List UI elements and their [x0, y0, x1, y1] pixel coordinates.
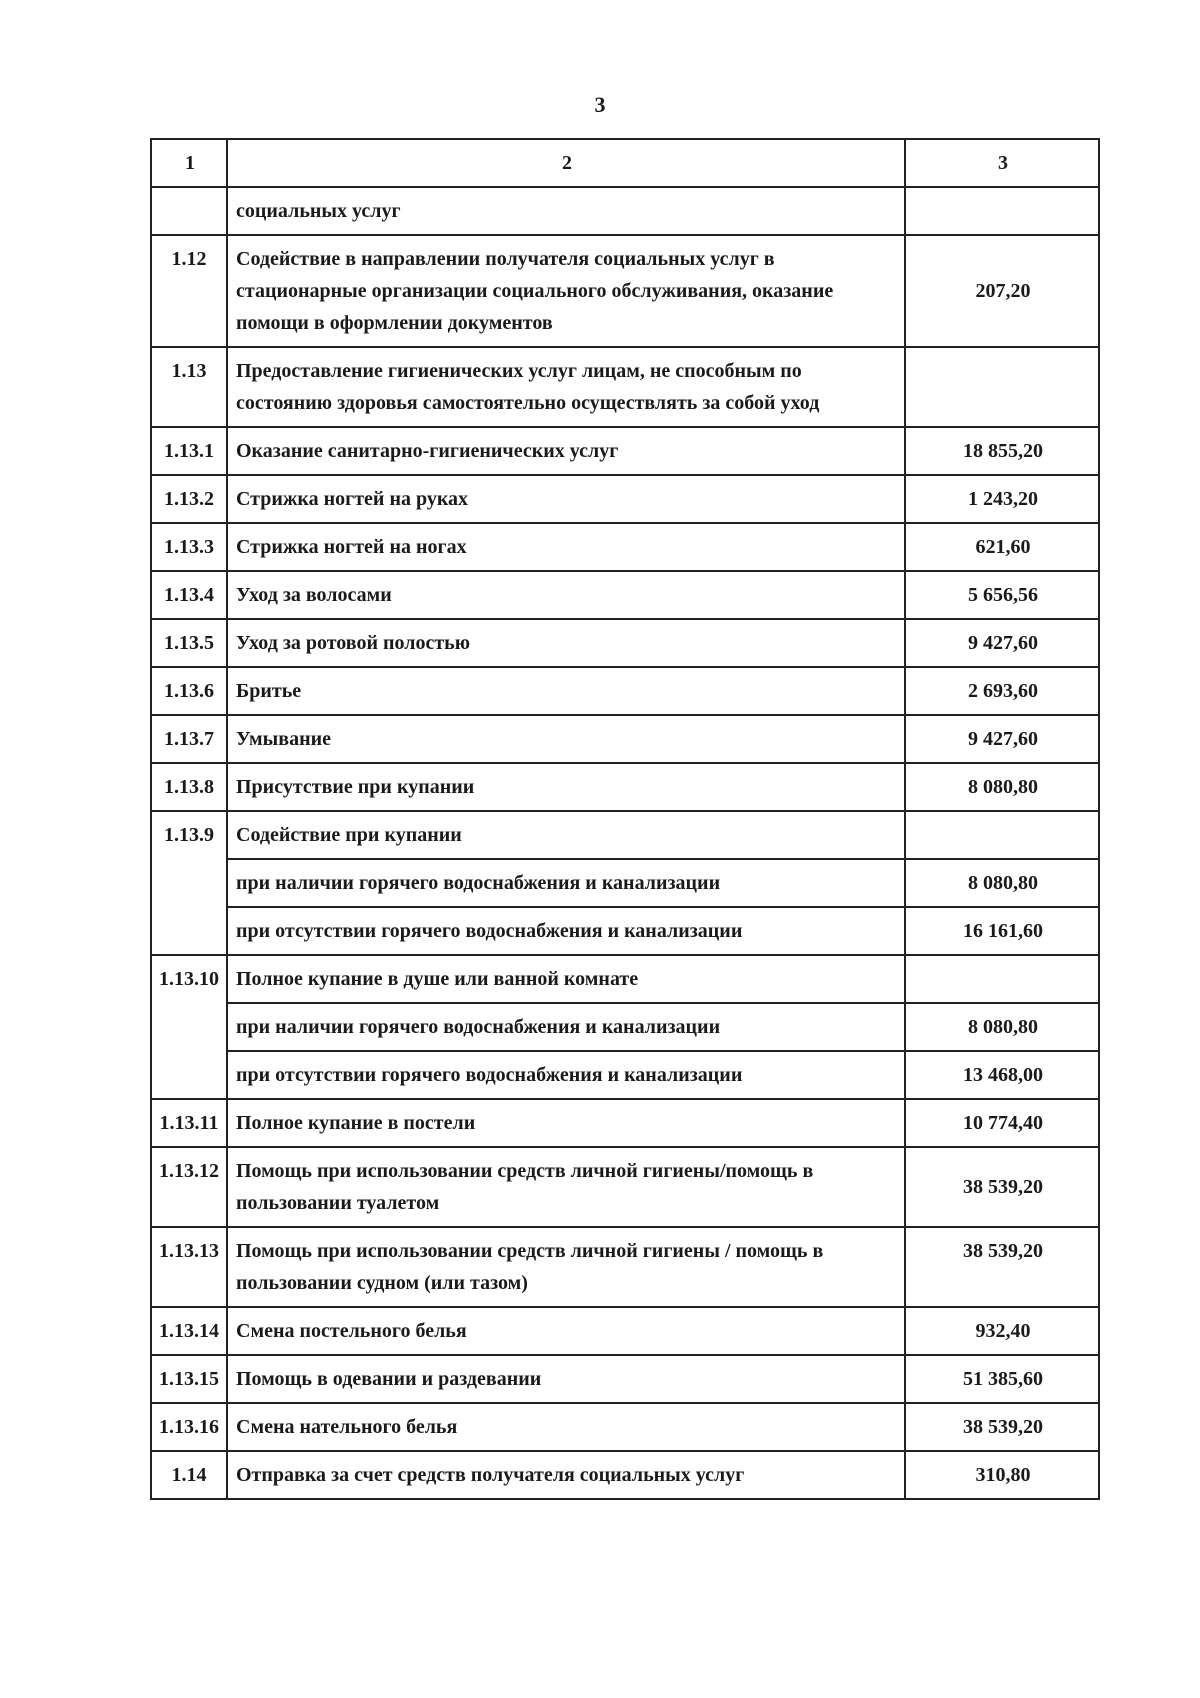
- row-number: 1.13.10: [151, 955, 227, 1099]
- row-price: 2 693,60: [905, 667, 1099, 715]
- row-price: 932,40: [905, 1307, 1099, 1355]
- row-price: 8 080,80: [905, 1003, 1099, 1051]
- row-price: 8 080,80: [905, 859, 1099, 907]
- row-number: 1.13.14: [151, 1307, 227, 1355]
- row-price: [905, 955, 1099, 1003]
- row-description: Содействие в направлении получателя социальных услуг в стационарные организации социального обслуживания, оказание помощи в оформлении документов: [227, 235, 905, 347]
- row-number: 1.13.5: [151, 619, 227, 667]
- row-number: 1.13.16: [151, 1403, 227, 1451]
- row-price: 9 427,60: [905, 619, 1099, 667]
- row-description: при отсутствии горячего водоснабжения и канализации: [227, 1051, 905, 1099]
- table-row: [151, 1451, 1099, 1499]
- row-number: 1.12: [151, 235, 227, 347]
- table-row: [151, 1307, 1099, 1355]
- row-description: Содействие при купании: [227, 811, 905, 859]
- row-price: 38 539,20: [905, 1227, 1099, 1307]
- row-number: 1.13.13: [151, 1227, 227, 1307]
- row-description: при наличии горячего водоснабжения и канализации: [227, 859, 905, 907]
- row-number: 1.13.8: [151, 763, 227, 811]
- row-price: 207,20: [905, 235, 1099, 347]
- row-number: 1.13.12: [151, 1147, 227, 1227]
- table-row: [151, 523, 1099, 571]
- table-row: [151, 715, 1099, 763]
- table-row: [151, 1355, 1099, 1403]
- table-row: [151, 427, 1099, 475]
- row-price: 9 427,60: [905, 715, 1099, 763]
- row-price: 13 468,00: [905, 1051, 1099, 1099]
- table-row: [151, 1227, 1099, 1307]
- row-number: [151, 187, 227, 235]
- row-number: 1.13.11: [151, 1099, 227, 1147]
- row-number: 1.13.6: [151, 667, 227, 715]
- row-number: 1.13.4: [151, 571, 227, 619]
- table-row: [151, 1051, 1099, 1099]
- table-row: [151, 667, 1099, 715]
- row-price: 5 656,56: [905, 571, 1099, 619]
- row-description: Смена нательного белья: [227, 1403, 905, 1451]
- row-price: 1 243,20: [905, 475, 1099, 523]
- row-price: 10 774,40: [905, 1099, 1099, 1147]
- row-description: Полное купание в постели: [227, 1099, 905, 1147]
- table-header-row: [151, 139, 1099, 187]
- table-row: [151, 907, 1099, 955]
- row-number: 1.13.9: [151, 811, 227, 955]
- table-row: [151, 763, 1099, 811]
- row-description: Стрижка ногтей на ногах: [227, 523, 905, 571]
- page-number: 3: [594, 92, 606, 117]
- table-row: [151, 475, 1099, 523]
- price-table: [150, 138, 1100, 1500]
- row-number: 1.13.2: [151, 475, 227, 523]
- row-description: Помощь при использовании средств личной гигиены/помощь в пользовании туалетом: [227, 1147, 905, 1227]
- row-number: 1.13: [151, 347, 227, 427]
- row-description: социальных услуг: [227, 187, 905, 235]
- column-header: 1: [151, 139, 227, 187]
- row-number: 1.13.7: [151, 715, 227, 763]
- row-description: Полное купание в душе или ванной комнате: [227, 955, 905, 1003]
- row-price: 51 385,60: [905, 1355, 1099, 1403]
- row-description: при наличии горячего водоснабжения и канализации: [227, 1003, 905, 1051]
- row-price: [905, 811, 1099, 859]
- row-price: 38 539,20: [905, 1403, 1099, 1451]
- table-row: [151, 859, 1099, 907]
- row-description: Бритье: [227, 667, 905, 715]
- table-row: [151, 1099, 1099, 1147]
- column-header: 3: [905, 139, 1099, 187]
- row-price: 8 080,80: [905, 763, 1099, 811]
- row-description: при отсутствии горячего водоснабжения и канализации: [227, 907, 905, 955]
- table-row: [151, 1003, 1099, 1051]
- row-description: Уход за волосами: [227, 571, 905, 619]
- row-description: Оказание санитарно-гигиенических услуг: [227, 427, 905, 475]
- table-row: [151, 571, 1099, 619]
- table-row: [151, 187, 1099, 235]
- table-row: [151, 1147, 1099, 1227]
- row-price: [905, 187, 1099, 235]
- row-number: 1.14: [151, 1451, 227, 1499]
- row-price: [905, 347, 1099, 427]
- row-price: 18 855,20: [905, 427, 1099, 475]
- table-row: [151, 347, 1099, 427]
- row-description: Присутствие при купании: [227, 763, 905, 811]
- column-header: 2: [227, 139, 905, 187]
- row-description: Предоставление гигиенических услуг лицам, не способным по состоянию здоровья самостоятельно осуществлять за собой уход: [227, 347, 905, 427]
- row-description: Помощь в одевании и раздевании: [227, 1355, 905, 1403]
- row-description: Стрижка ногтей на руках: [227, 475, 905, 523]
- table-row: [151, 619, 1099, 667]
- row-description: Отправка за счет средств получателя социальных услуг: [227, 1451, 905, 1499]
- row-number: 1.13.1: [151, 427, 227, 475]
- row-description: Уход за ротовой полостью: [227, 619, 905, 667]
- row-price: 621,60: [905, 523, 1099, 571]
- row-price: 38 539,20: [905, 1147, 1099, 1227]
- table-row: [151, 811, 1099, 859]
- row-number: 1.13.3: [151, 523, 227, 571]
- table-row: [151, 1403, 1099, 1451]
- row-description: Смена постельного белья: [227, 1307, 905, 1355]
- row-description: Помощь при использовании средств личной гигиены / помощь в пользовании судном (или тазом): [227, 1227, 905, 1307]
- table-row: [151, 235, 1099, 347]
- table-row: [151, 955, 1099, 1003]
- row-description: Умывание: [227, 715, 905, 763]
- row-number: 1.13.15: [151, 1355, 227, 1403]
- row-price: 310,80: [905, 1451, 1099, 1499]
- row-price: 16 161,60: [905, 907, 1099, 955]
